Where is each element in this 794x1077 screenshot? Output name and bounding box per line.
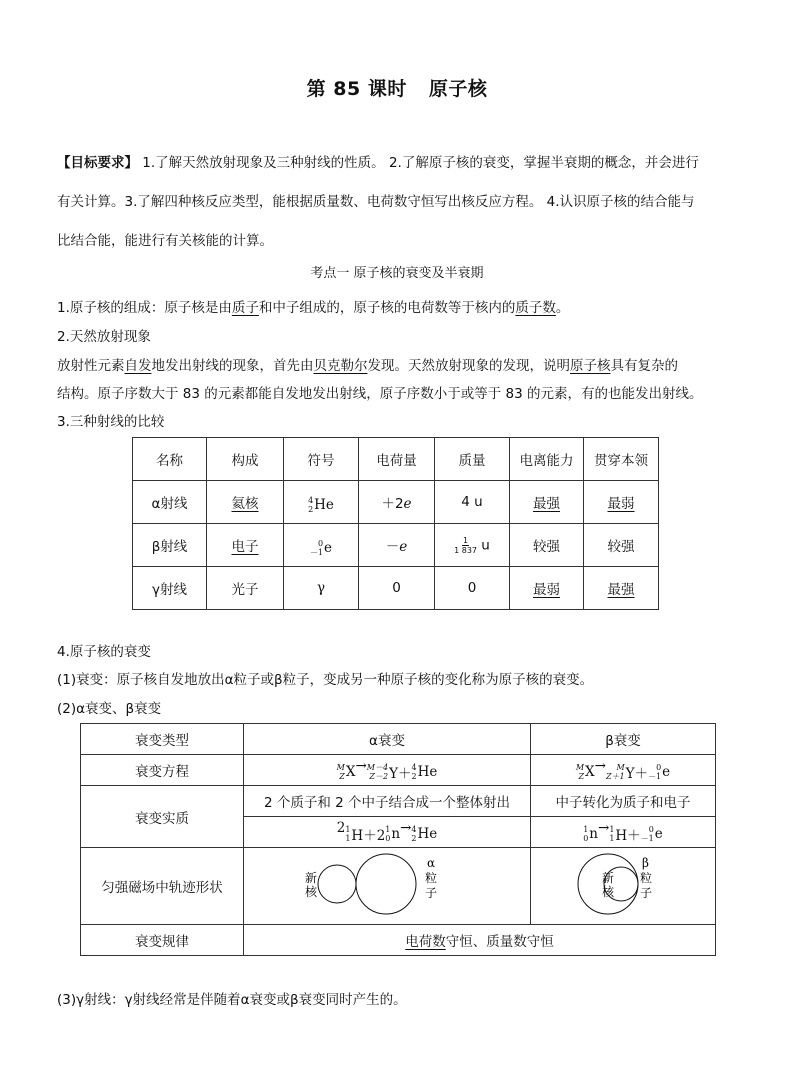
header-cell: α衰变 [244, 724, 531, 755]
decay-definition: (1)衰变：原子核自发地放出α粒子或β粒子，变成另一种原子核的变化称为原子核的衰变。 [57, 672, 594, 688]
alpha-decay-equation [244, 755, 531, 786]
ray-charge [359, 481, 435, 524]
lesson-number: 第 85 课时 [306, 78, 407, 100]
charge-number: 2 [308, 504, 314, 514]
charge-number: Z [578, 772, 585, 781]
blank-answer: 质子 [231, 300, 259, 316]
mass-number: 1 [583, 825, 589, 834]
element-symbol: n [391, 826, 401, 842]
beta-track-diagram [531, 848, 716, 925]
coefficient: 2 [336, 820, 346, 836]
new-nucleus-track [318, 865, 356, 903]
page-title [0, 74, 794, 101]
alpha-track-svg [287, 849, 487, 919]
alpha-essence: 2 个质子和 2 个中子结合成一个整体射出 [244, 786, 531, 817]
label-alpha-2: 子 [425, 886, 438, 900]
heading-natural-radioactivity: 2.天然放射现象 [57, 329, 151, 345]
beta-track-svg [568, 849, 678, 919]
table-row [81, 755, 716, 786]
label-alpha-1: 粒 [425, 871, 438, 885]
charge-number: 2 [411, 834, 417, 843]
fraction-numerator: 1 [463, 535, 469, 545]
label-alpha-symbol: α [427, 856, 436, 870]
mass-number: 4 [411, 763, 417, 772]
header-cell: 质量 [435, 438, 510, 481]
header-cell: 名称 [133, 438, 207, 481]
header-cell: 构成 [207, 438, 284, 481]
header-cell: 贯穿本领 [584, 438, 659, 481]
ray-penetration: 较强 [584, 524, 659, 567]
beta-decay-equation [531, 755, 716, 786]
ray-composition: 光子 [207, 567, 284, 610]
paragraph-radioactivity-line-2: 结构。原子序数大于 83 的元素都能自发地发出射线，原子序数小于或等于 83 的元素，有的也能发出射线。 [57, 386, 703, 402]
row-label: 匀强磁场中轨迹形状 [81, 848, 244, 925]
mass-number: 0 [656, 763, 662, 772]
blank-answer: 质子数 [515, 300, 556, 316]
heading-ray-comparison: 3.三种射线的比较 [57, 414, 165, 430]
table-row [133, 567, 659, 610]
ray-mass: 4 u [435, 481, 510, 524]
fraction-denominator: 1 837 [454, 545, 478, 555]
ray-mass: 0 [435, 567, 510, 610]
blank-answer: 最强 [533, 496, 560, 512]
ray-name: β射线 [133, 524, 207, 567]
header-cell: 符号 [284, 438, 359, 481]
text: 发现。天然放射现象的发现，说明 [367, 358, 570, 374]
blank-answer: 最弱 [607, 496, 635, 512]
goal-line-1: 1.了解天然放射现象及三种射线的性质。 2.了解原子核的衰变，掌握半衰期的概念，并会进行 [138, 155, 699, 171]
label-new-nucleus-1: 新 [602, 871, 615, 885]
header-cell: 衰变类型 [81, 724, 244, 755]
table-row [81, 786, 716, 817]
decay-types-heading: (2)α衰变、β衰变 [57, 701, 162, 717]
arrow: → [355, 758, 367, 774]
charge-number: 1 [609, 834, 615, 843]
charge-number: －1 [309, 547, 324, 557]
elementary-charge: e [399, 539, 408, 555]
label-new-nucleus-2: 核 [305, 885, 318, 899]
element-symbol: e [324, 539, 333, 556]
charge-number: Z－2 [369, 772, 389, 781]
ray-symbol: γ [284, 567, 359, 610]
charge-number: 0 [385, 834, 391, 843]
element-symbol: He [417, 764, 438, 780]
text: 具有复杂的 [610, 358, 678, 374]
text: 。 [555, 300, 570, 316]
arrow: → [598, 820, 610, 836]
mass-number: M [336, 763, 345, 772]
mass-number: M－4 [366, 763, 389, 772]
mass-number: 0 [317, 538, 324, 548]
text: ＋2 [381, 496, 404, 512]
element-symbol: He [417, 826, 438, 842]
element-symbol: e [654, 826, 663, 842]
label-beta-1: 粒 [640, 871, 653, 885]
ray-name: γ射线 [133, 567, 207, 610]
mass-number: M [575, 763, 585, 772]
paragraph-radioactivity-line-1 [57, 354, 678, 374]
table-header-row [133, 438, 659, 481]
blank-answer: 电子 [231, 539, 259, 555]
text: 放射性元素 [57, 358, 125, 374]
blank-answer: 氦核 [231, 496, 259, 512]
blank-answer: 贝克勒尔 [313, 358, 368, 374]
ray-composition [207, 524, 284, 567]
charge-number: 0 [583, 834, 589, 843]
ray-symbol [284, 524, 359, 567]
table-header-row [81, 724, 716, 755]
ray-ionization: 较强 [510, 524, 584, 567]
charge-number: Z [339, 772, 345, 781]
charge-number: －1 [640, 834, 654, 843]
blank-answer: 原子核 [570, 358, 611, 374]
arrow: → [400, 820, 412, 836]
row-label: 衰变方程 [81, 755, 244, 786]
mass-number: 4 [411, 825, 417, 834]
label-beta-symbol: β [642, 856, 649, 870]
beta-essence: 中子转化为质子和电子 [531, 786, 716, 817]
mass-number: 1 [609, 825, 615, 834]
heading-decay: 4.原子核的衰变 [57, 644, 151, 660]
element-symbol: H＋2 [351, 828, 386, 844]
text: 1.原子核的组成：原子核是由 [57, 300, 232, 316]
ray-ionization [510, 567, 584, 610]
unit: u [477, 537, 490, 553]
paragraph-composition [57, 296, 569, 316]
table-row [81, 925, 716, 956]
blank-answer: 最强 [607, 582, 635, 598]
ray-penetration [584, 481, 659, 524]
arrow: → [594, 758, 606, 774]
element-symbol: Y＋ [625, 766, 649, 782]
ray-mass [435, 524, 510, 567]
section-heading: 考点一 原子核的衰变及半衰期 [310, 266, 484, 281]
table-row [81, 848, 716, 925]
charge-number: －1 [648, 772, 662, 781]
ray-ionization [510, 481, 584, 524]
element-symbol: X [585, 764, 595, 780]
row-label: 衰变规律 [81, 925, 244, 956]
text: － [385, 539, 400, 555]
label-beta-2: 子 [640, 886, 653, 900]
elementary-charge: e [403, 496, 412, 512]
goal-tag: 【目标要求】 [57, 155, 138, 171]
mass-number: M [616, 763, 625, 772]
charge-number: 2 [411, 772, 417, 781]
alpha-track-diagram [244, 848, 531, 925]
element-symbol: e [662, 764, 671, 780]
blank-answer: 电荷数 [405, 934, 446, 950]
lesson-topic: 原子核 [428, 78, 488, 100]
decay-rule [244, 925, 716, 956]
gamma-ray-note: (3)γ射线：γ射线经常是伴随着α衰变或β衰变同时产生的。 [57, 992, 407, 1008]
mass-number: 1 [385, 825, 391, 834]
beta-nuclear-equation [531, 817, 716, 848]
goal-line-3: 比结合能，能进行有关核能的计算。 [57, 233, 273, 249]
mass-number: 4 [308, 495, 314, 505]
label-new-nucleus-2: 核 [602, 885, 615, 899]
ray-comparison-table [132, 437, 659, 610]
header-cell: 电荷量 [359, 438, 435, 481]
row-label: 衰变实质 [81, 786, 244, 848]
mass-number: 1 [345, 825, 351, 834]
element-symbol: He [314, 496, 334, 513]
ray-symbol [284, 481, 359, 524]
goal-line-2: 有关计算。3.了解四种核反应类型，能根据质量数、电荷数守恒写出核反应方程。 4.认识原子核的结合能与 [57, 194, 695, 210]
text: 地发出射线的现象，首先由 [151, 358, 314, 374]
text: 和中子组成的，原子核的电荷数等于核内的 [258, 300, 516, 316]
mass-number: 0 [648, 825, 654, 834]
blank-answer: 最弱 [533, 582, 560, 598]
learning-goals [57, 144, 699, 261]
ray-penetration [584, 567, 659, 610]
label-new-nucleus-1: 新 [305, 871, 318, 885]
ray-charge [359, 524, 435, 567]
element-symbol: Y＋ [389, 766, 412, 782]
text: 守恒、质量数守恒 [445, 934, 554, 950]
ray-name: α射线 [133, 481, 207, 524]
header-cell: β衰变 [531, 724, 716, 755]
element-symbol: H＋ [615, 828, 641, 844]
element-symbol: X [345, 764, 356, 780]
alpha-nuclear-equation [244, 817, 531, 848]
element-symbol: n [589, 826, 598, 842]
ray-charge: 0 [359, 567, 435, 610]
charge-number: Z＋1 [605, 772, 625, 781]
blank-answer: 自发 [124, 358, 152, 374]
charge-number: 1 [345, 834, 351, 843]
decay-table [80, 723, 716, 956]
header-cell: 电离能力 [510, 438, 584, 481]
table-row [133, 481, 659, 524]
ray-composition [207, 481, 284, 524]
table-row [133, 524, 659, 567]
alpha-particle-track [356, 854, 416, 914]
